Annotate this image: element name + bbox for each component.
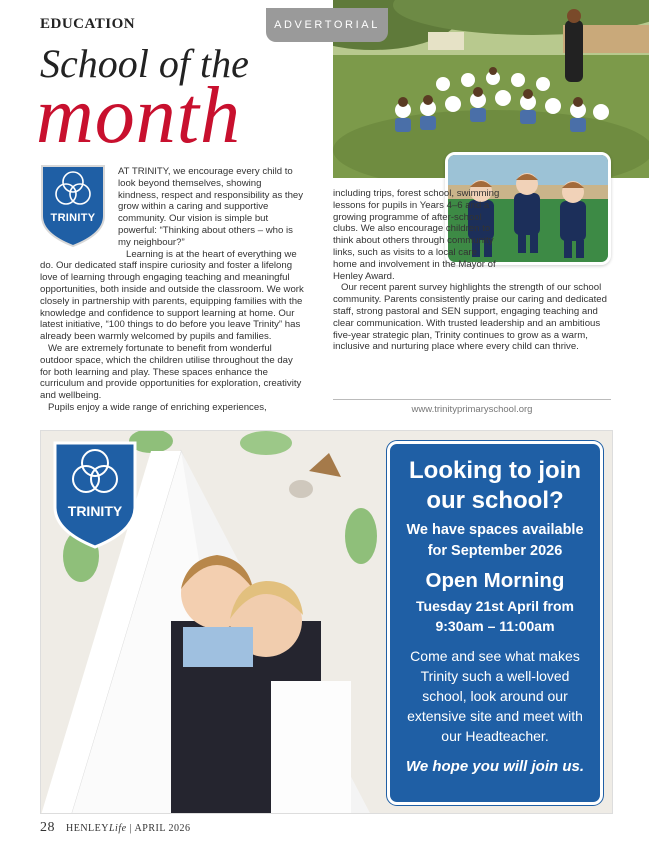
- advert-event: Open Morning: [425, 569, 565, 592]
- advert-info-panel: [387, 441, 603, 805]
- article-paragraph: Pupils enjoy a wide range of enriching experiences,: [48, 401, 267, 413]
- article-column-2: [333, 188, 611, 353]
- issue-date: APRIL 2026: [134, 823, 191, 834]
- advert-closing: We hope you will join us.: [405, 758, 585, 775]
- divider: [333, 399, 611, 400]
- article-paragraph: Our recent parent survey highlights the strength of our school community. Parents consistently praise our caring and dedicated staff, strong pastoral and SEN support, engaging teaching and clear communication. With trusted leadership and an ambitious five-year strategic plan, Trinity continues to grow as a warm, inclusive and nurturing place where every child can thrive.: [333, 282, 607, 353]
- open-morning-advert: [40, 430, 613, 814]
- magazine-name-italic: Life: [109, 823, 127, 834]
- page-footer: [40, 820, 191, 836]
- website-link[interactable]: www.trinityprimaryschool.org: [411, 404, 533, 415]
- article-paragraph: We are extremely fortunate to benefit from wonderful outdoor space, which the children utilise throughout the day for both learning and play. These spaces enhance the curriculum and provide opportunities for exploration, creativity and wellbeing.: [40, 342, 302, 402]
- advertorial-tab: ADVERTORIAL: [266, 8, 388, 42]
- trinity-logo-label: TRINITY: [50, 212, 96, 224]
- section-label: EDUCATION: [40, 16, 136, 32]
- advert-headline: Looking to join our school?: [409, 457, 581, 514]
- article-paragraph: AT TRINITY, we encourage every child to look beyond themselves, showing kindness, respect and responsibility as they grow within a caring and supportive community. Our vision is simple but powerful: “Thinking about others – who is my neighbour?”: [118, 166, 304, 248]
- page-title-line2: month: [36, 72, 241, 160]
- article-paragraph: including trips, forest school, swimming lessons for pupils in Years 4–6 and a growing programme of after-school clubs. We also encourage children to think about others through community links, such as visits to a local care home and involvement in the Mayor of Henley Award.: [333, 188, 500, 282]
- page-number: 28: [40, 820, 55, 835]
- advert-subhead: We have spaces available for September 2026: [406, 522, 584, 559]
- trinity-logo-large-label: TRINITY: [67, 503, 123, 519]
- magazine-name: HENLEY: [66, 823, 109, 834]
- advert-date: Tuesday 21st April from 9:30am – 11:00am: [416, 598, 574, 634]
- article-paragraph: Learning is at the heart of everything we do. Our dedicated staff inspire curiosity and foster a lifelong love of learning through engaging teaching and meaningful opportunities, both inside and outside the classroom. We work closely in partnership with parents, equipping families with the knowledge and confidence to support learning at home. Our latest initiative, “100 things to do before you leave Trinity” has already been warmly welcomed by pupils and families.: [40, 248, 304, 343]
- footer-separator: |: [129, 823, 133, 834]
- article-column-1: [40, 166, 304, 414]
- advert-body: Come and see what makes Trinity such a well-loved school, look around our extensive site and meet with our Headteacher.: [407, 648, 583, 744]
- trinity-logo-large: [53, 441, 137, 549]
- page-title-line1: School of the: [40, 41, 249, 86]
